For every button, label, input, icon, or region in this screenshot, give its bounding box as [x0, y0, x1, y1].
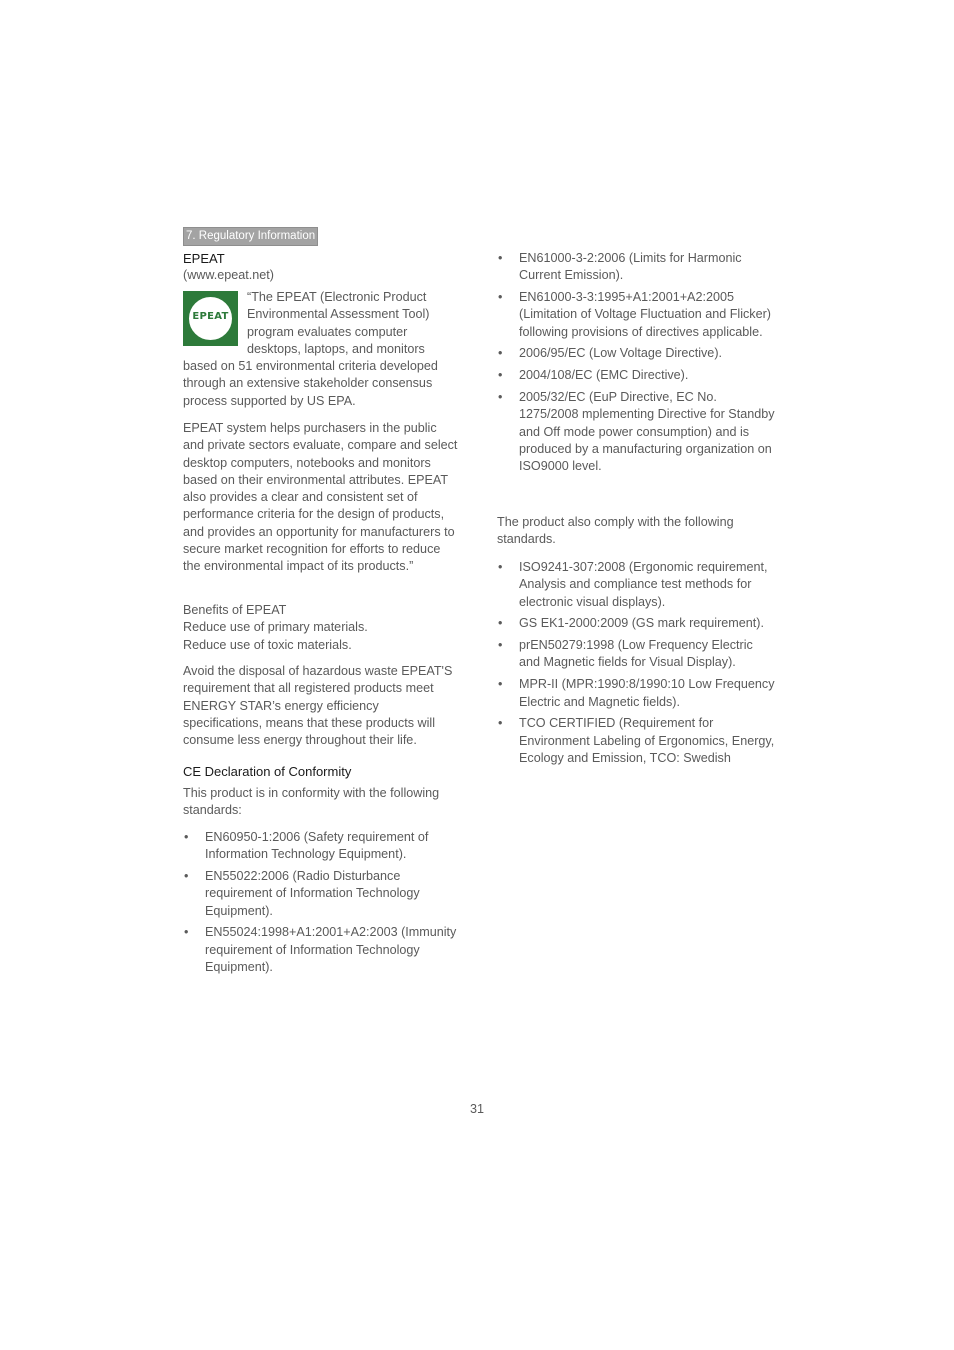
ce-standards-list-left: [183, 829, 461, 981]
page-number: 31: [469, 1102, 484, 1116]
epeat-logo: [183, 291, 238, 346]
benefit-item: Reduce use of primary materials.: [183, 620, 368, 635]
list-item: • EN61000-3-2:2006 (Limits for Harmonic Current Emission).: [497, 250, 777, 285]
list-item: • GS EK1-2000:2009 (GS mark requirement).: [497, 615, 777, 632]
epeat-logo-text: EPEAT: [192, 311, 229, 322]
list-item: • EN60950-1:2006 (Safety requirement of Information Technology Equipment).: [183, 829, 461, 864]
other-standards-list: [497, 559, 777, 772]
also-comply-text: The product also comply with the following standards.: [497, 515, 734, 547]
list-item: • MPR-II (MPR:1990:8/1990:10 Low Frequency Electric and Magnetic fields).: [497, 676, 777, 711]
epeat-energy-paragraph: Avoid the disposal of hazardous waste EPEAT'S requirement that all registered products meet ENERGY STAR’s energy efficiency specifications, means that these products will consume less energy throughout their life.: [183, 664, 453, 748]
section-tag: 7. Regulatory Information: [183, 227, 318, 246]
epeat-quote: “The EPEAT (Electronic Product Environmental Assessment Tool) program evaluates computer desktops, laptops, and monitors based on 51 environmental criteria developed through an extensive stakeholder consensus process supported by US EPA.: [183, 290, 438, 408]
epeat-heading: EPEAT: [183, 251, 225, 266]
list-item: • EN61000-3-3:1995+A1:2001+A2:2005 (Limitation of Voltage Fluctuation and Flicker) following provisions of directives applicable.: [497, 289, 777, 341]
benefits-title: Benefits of EPEAT: [183, 603, 287, 617]
list-item: • 2004/108/EC (EMC Directive).: [497, 367, 777, 384]
epeat-benefits: [183, 602, 461, 654]
ce-standards-list-right: [497, 250, 777, 480]
list-item: • EN55022:2006 (Radio Disturbance requirement of Information Technology Equipment).: [183, 868, 461, 920]
ce-heading: CE Declaration of Conformity: [183, 764, 352, 779]
list-item: • 2005/32/EC (EuP Directive, EC No. 1275/2008 mplementing Directive for Standby and Off mode power consumption) and is produced by a manufacturing organization on ISO9000 level.: [497, 389, 777, 475]
list-item: • ISO9241-307:2008 (Ergonomic requirement, Analysis and compliance test methods for electronic visual displays).: [497, 559, 777, 611]
list-item: • TCO CERTIFIED (Requirement for Environment Labeling of Ergonomics, Energy, Ecology and Emission, TCO: Swedish: [497, 715, 777, 767]
list-item: • 2006/95/EC (Low Voltage Directive).: [497, 345, 777, 362]
epeat-url: (www.epeat.net): [183, 268, 274, 282]
list-item: • EN55024:1998+A1:2001+A2:2003 (Immunity requirement of Information Technology Equipment).: [183, 924, 461, 976]
epeat-description: EPEAT system helps purchasers in the public and private sectors evaluate, compare and select desktop computers, notebooks and monitors based on their environmental attributes. EPEAT also provides a clear and consistent set of performance criteria for the design of products, and provides an opportunity for manufacturers to secure market recognition for efforts to reduce the environmental impact of its products.”: [183, 421, 458, 574]
epeat-quote-block: [183, 289, 461, 410]
benefit-item: Reduce use of toxic materials.: [183, 637, 352, 652]
ce-intro: This product is in conformity with the following standards:: [183, 786, 440, 818]
list-item: • prEN50279:1998 (Low Frequency Electric and Magnetic fields for Visual Display).: [497, 637, 777, 672]
